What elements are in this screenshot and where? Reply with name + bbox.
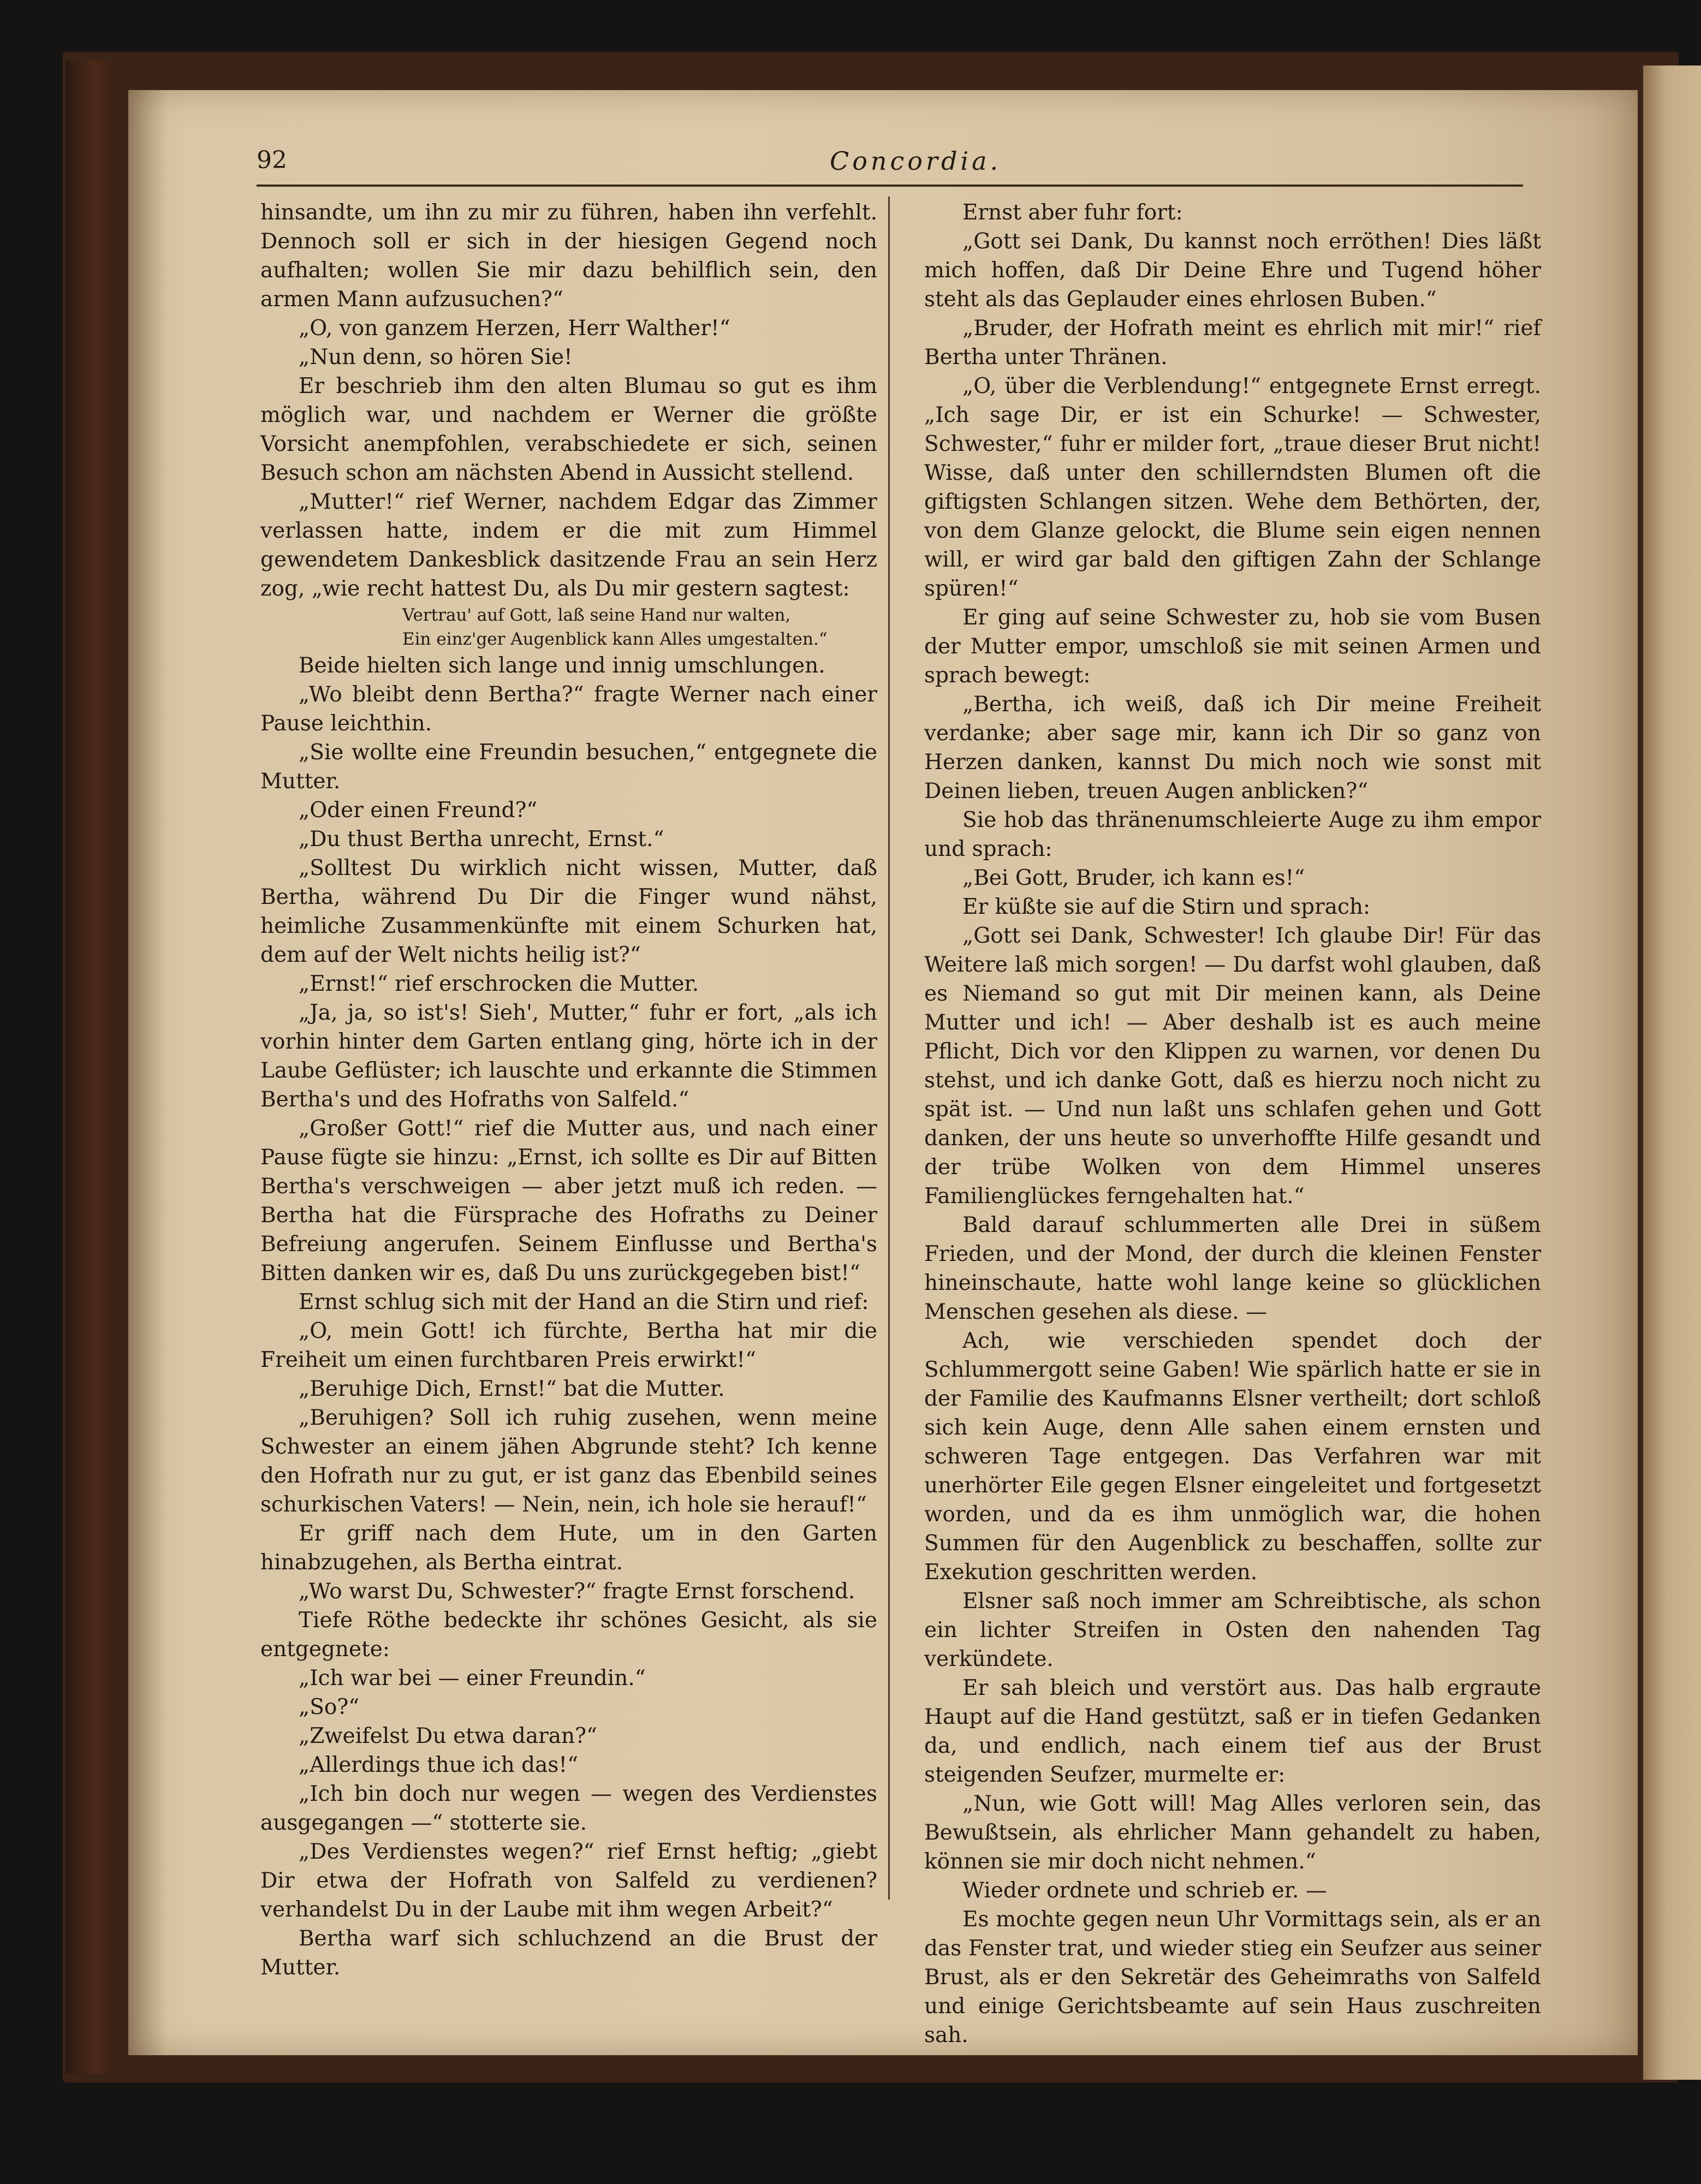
paragraph: „Ich bin doch nur wegen — wegen des Verdienstes ausgegangen —“ stotterte sie. [260,1782,877,1835]
paragraph: Bertha warf sich schluchzend an die Brust der Mutter. [260,1926,877,1980]
paragraph: „Ich war bei — einer Freundin.“ [299,1666,646,1691]
paragraph: „So?“ [299,1695,360,1719]
paragraph: „Gott sei Dank, Du kannst noch erröthen! Dies läßt mich hoffen, daß Dir Deine Ehre und Tugend höher steht als das Geplauder eines ehrlosen Buben.“ [924,229,1541,312]
paragraph: „Wo warst Du, Schwester?“ fragte Ernst forschend. [299,1579,855,1604]
paragraph: „Allerdings thue ich das!“ [299,1753,579,1777]
page-header [257,146,1512,185]
paragraph: Wieder ordnete und schrieb er. — [962,1878,1327,1903]
paragraph: „Wo bleibt denn Bertha?“ fragte Werner nach einer Pause leichthin. [260,682,877,736]
paragraph: Es mochte gegen neun Uhr Vormittags sein, als er an das Fenster trat, und wieder stieg ein Seufzer aus seiner Brust, als er den Sekretär des Geheimraths von Salfeld und einige Gerichtsbeamte auf sein Haus zuschreiten sah. [924,1907,1541,2048]
paragraph: „Großer Gott!“ rief die Mutter aus, und nach einer Pause fügte sie hinzu: „Ernst, ich sollte es Dir auf Bitten Bertha's verschweigen — aber jetzt muß ich reden. — Bertha hat die Fürsprache des Hofraths zu Deiner Befreiung angerufen. Seinem Einflusse und Bertha's Bitten danken wir es, daß Du uns zurückgegeben bist!“ [260,1116,877,1286]
paragraph: „Oder einen Freund?“ [299,798,538,823]
paragraph: Tiefe Röthe bedeckte ihr schönes Gesicht, als sie entgegnete: [260,1608,877,1662]
paragraph: Bald darauf schlummerten alle Drei in süßem Frieden, und der Mond, der durch die kleinen Fenster hineinschaute, hatte wohl lange keine so glücklichen Menschen gesehen als diese. — [924,1213,1541,1324]
paragraph: Ach, wie verschieden spendet doch der Schlummergott seine Gaben! Wie spärlich hatte er sie in der Familie des Kaufmanns Elsner vertheilt; dort schloß sich kein Auge, denn Alle sahen einem ernsten und schweren Tage entgegen. Das Verfahren war mit unerhörter Eile gegen Elsner eingeleitet und fortgesetzt worden, und da es ihm unmöglich war, die hohen Summen für den Augenblick zu beschaffen, sollte zur Exekution geschritten werden. [924,1329,1541,1585]
paragraph: „Ja, ja, so ist's! Sieh', Mutter,“ fuhr er fort, „als ich vorhin hinter dem Garten entlang ging, hörte ich in der Laube Geflüster; ich lauschte und erkannte die Stimmen Bertha's und des Hofraths von Salfeld.“ [260,1001,877,1112]
paragraph: „Solltest Du wirklich nicht wissen, Mutter, daß Bertha, während Du Dir die Finger wund nähst, heimliche Zusammenkünfte mit einem Schurken hat, dem auf der Welt nichts heilig ist?“ [260,856,877,967]
paragraph: „Sie wollte eine Freundin besuchen,“ entgegnete die Mutter. [260,740,877,794]
paragraph: „O, mein Gott! ich fürchte, Bertha hat mir die Freiheit um einen furchtbaren Preis erwirkt!“ [260,1319,877,1372]
paragraph: „Nun denn, so hören Sie! [299,345,573,370]
paragraph: „Ernst!“ rief erschrocken die Mutter. [299,972,699,996]
paragraph: Er küßte sie auf die Stirn und sprach: [962,895,1371,919]
facing-page-edge [1643,66,1701,2080]
paragraph: „Beruhige Dich, Ernst!“ bat die Mutter. [299,1377,725,1401]
paragraph: Er ging auf seine Schwester zu, hob sie vom Busen der Mutter empor, umschloß sie mit seinen Armen und sprach bewegt: [924,605,1541,688]
paragraph: Elsner saß noch immer am Schreibtische, als schon ein lichter Streifen in Osten den nahenden Tag verkündete. [924,1589,1541,1671]
paragraph: „Zweifelst Du etwa daran?“ [299,1724,597,1748]
paragraph: „Nun, wie Gott will! Mag Alles verloren sein, das Bewußtsein, als ehrlicher Mann gehandelt zu haben, können sie mir doch nicht nehmen.“ [924,1792,1541,1874]
paragraph: „Des Verdienstes wegen?“ rief Ernst heftig; „giebt Dir etwa der Hofrath von Salfeld zu verdienen? verhandelst Du in der Laube mit ihm wegen Arbeit?“ [260,1840,877,1922]
paragraph: hinsandte, um ihn zu mir zu führen, haben ihn verfehlt. Dennoch soll er sich in der hiesigen Gegend noch aufhalten; wollen Sie mir dazu behilflich sein, den armen Mann aufzusuchen?“ [260,200,877,312]
paragraph: „Bertha, ich weiß, daß ich Dir meine Freiheit verdanke; aber sage mir, kann ich Dir so ganz von Herzen danken, kannst Du mich noch wie sonst mit Deinen lieben, treuen Augen anblicken?“ [924,692,1541,804]
paragraph: „Mutter!“ rief Werner, nachdem Edgar das Zimmer verlassen hatte, indem er die mit zum Himmel gewendetem Dankesblick dasitzende Frau an sein Herz zog, „wie recht hattest Du, als Du mir gestern sagtest: [260,490,877,601]
paragraph: „O, von ganzem Herzen, Herr Walther!“ [299,316,730,341]
paragraph: „Beruhigen? Soll ich ruhig zusehen, wenn meine Schwester an einem jähen Abgrunde steht? Ich kenne den Hofrath nur zu gut, er ist ganz das Ebenbild seines schurkischen Vaters! — Nein, nein, ich hole sie herauf!“ [260,1406,877,1517]
paragraph: Er beschrieb ihm den alten Blumau so gut es ihm möglich war, und nachdem er Werner die größte Vorsicht anempfohlen, verabschiedete er sich, seinen Besuch schon am nächsten Abend in Aussicht stellend. [260,374,877,485]
paragraph: Sie hob das thränenumschleierte Auge zu ihm empor und sprach: [924,808,1541,861]
left-column [260,198,877,1982]
paragraph: Ernst aber fuhr fort: [962,200,1183,225]
header-rule [257,185,1523,187]
page-gutter-shadow [128,90,166,2055]
paragraph: Er griff nach dem Hute, um in den Garten hinabzugehen, als Bertha eintrat. [260,1521,877,1575]
paragraph: „Bruder, der Hofrath meint es ehrlich mit mir!“ rief Bertha unter Thränen. [924,316,1541,370]
verse-line: Ein einz'ger Augenblick kann Alles umgestalten.“ [402,629,828,649]
paragraph: „Bei Gott, Bruder, ich kann es!“ [962,866,1305,890]
right-column [924,198,1541,2050]
paragraph: Beide hielten sich lange und innig umschlungen. [299,653,825,678]
page-number: 92 [257,146,287,174]
verse-line: Vertrau' auf Gott, laß seine Hand nur walten, [402,605,791,625]
paragraph: „Du thust Bertha unrecht, Ernst.“ [299,827,664,852]
running-title: Concordia. [830,146,1002,176]
paragraph: „O, über die Verblendung!“ entgegnete Ernst erregt. „Ich sage Dir, er ist ein Schurke! — Schwester, Schwester,“ fuhr er milder fort, „traue dieser Brut nicht! Wisse, daß unter den schillerndsten Blumen oft die giftigsten Schlangen sitzen. Wehe dem Bethörten, der, von dem Glanze gelockt, die Blume sein eigen nennen will, er wird gar bald den giftigen Zahn der Schlange spüren!“ [924,374,1541,601]
book-spine [66,60,115,2074]
paragraph: „Gott sei Dank, Schwester! Ich glaube Dir! Für das Weitere laß mich sorgen! — Du darfst wohl glauben, daß es Niemand so gut mit Dir meinen kann, als Deine Mutter und ich! — Aber deshalb ist es auch meine Pflicht, Dich vor den Klippen zu warnen, vor denen Du stehst, und ich danke Gott, daß es hierzu noch nicht zu spät ist. — Und nun laßt uns schlafen gehen und Gott danken, der uns heute so unverhoffte Hilfe gesandt und der trübe Wolken von dem Himmel unseres Familienglückes ferngehalten hat.“ [924,924,1541,1209]
paragraph: Er sah bleich und verstört aus. Das halb ergraute Haupt auf die Hand gestützt, saß er in tiefen Gedanken da, und endlich, nach einem tief aus der Brust steigenden Seufzer, murmelte er: [924,1676,1541,1787]
paragraph: Ernst schlug sich mit der Hand an die Stirn und rief: [299,1290,869,1314]
column-divider [888,197,890,1900]
